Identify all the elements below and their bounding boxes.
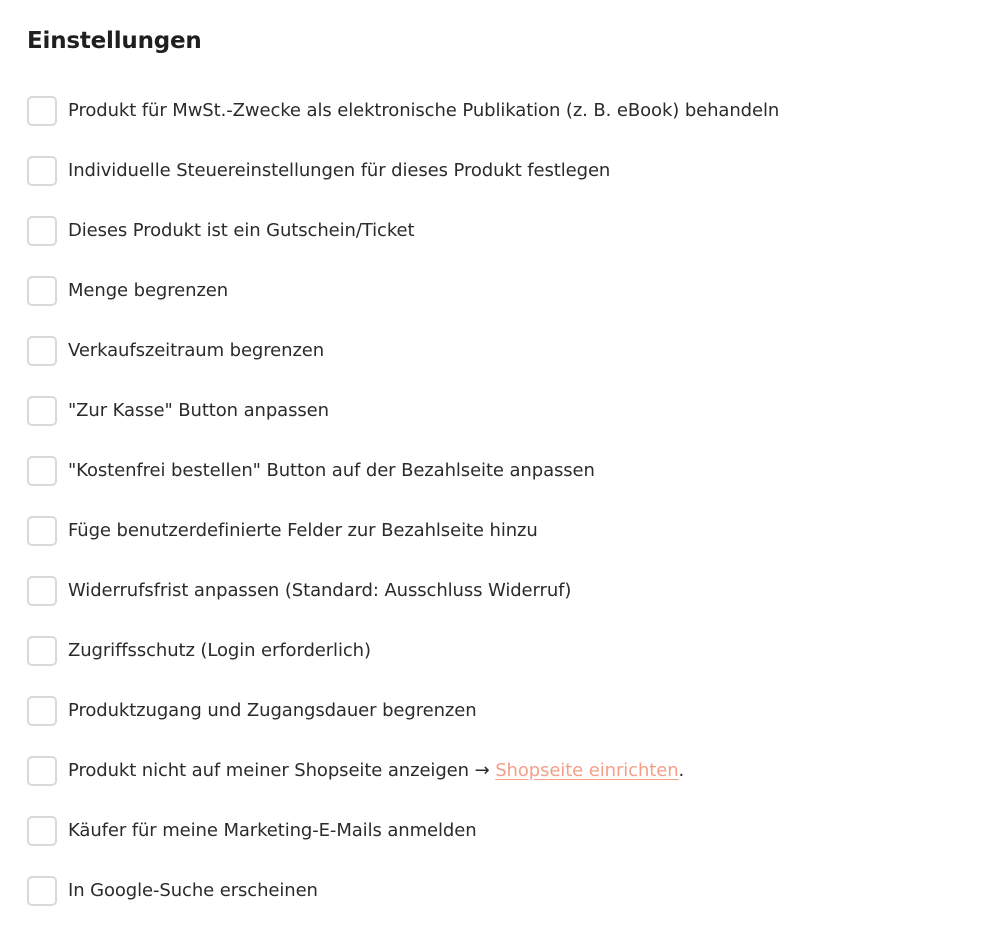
- option-hide-from-shop[interactable]: [27, 756, 779, 816]
- option-label: Produkt für MwSt.-Zwecke als elektronische Publikation (z. B. eBook) behandeln: [68, 100, 780, 121]
- option-label: Füge benutzerdefinierte Felder zur Bezahlseite hinzu: [68, 520, 538, 541]
- option-label: Individuelle Steuereinstellungen für dieses Produkt festlegen: [68, 160, 611, 181]
- checkbox[interactable]: [27, 756, 57, 786]
- option-label: Produkt nicht auf meiner Shopseite anzeigen →: [68, 760, 496, 781]
- checkbox[interactable]: [27, 696, 57, 726]
- checkbox[interactable]: [27, 216, 57, 246]
- option-label-container: [68, 756, 684, 786]
- checkbox[interactable]: [27, 816, 57, 846]
- option-google-search[interactable]: [27, 876, 779, 936]
- option-label: Dieses Produkt ist ein Gutschein/Ticket: [68, 220, 415, 241]
- option-individual-tax[interactable]: [27, 156, 779, 216]
- option-label: Widerrufsfrist anpassen (Standard: Ausschluss Widerruf): [68, 580, 572, 601]
- option-label: "Kostenfrei bestellen" Button auf der Bezahlseite anpassen: [68, 460, 595, 481]
- checkbox[interactable]: [27, 336, 57, 366]
- checkbox[interactable]: [27, 156, 57, 186]
- option-label: Verkaufszeitraum begrenzen: [68, 340, 325, 361]
- checkbox[interactable]: [27, 456, 57, 486]
- settings-option-list: [27, 96, 779, 936]
- option-limit-quantity[interactable]: [27, 276, 779, 336]
- option-free-order-button[interactable]: [27, 456, 779, 516]
- checkbox[interactable]: [27, 576, 57, 606]
- option-label: Produktzugang und Zugangsdauer begrenzen: [68, 700, 477, 721]
- option-marketing-emails[interactable]: [27, 816, 779, 876]
- option-custom-fields[interactable]: [27, 516, 779, 576]
- option-label: In Google-Suche erscheinen: [68, 880, 318, 901]
- checkbox[interactable]: [27, 516, 57, 546]
- option-label: Menge begrenzen: [68, 280, 229, 301]
- option-withdrawal-period[interactable]: [27, 576, 779, 636]
- option-label: Zugriffsschutz (Login erforderlich): [68, 640, 371, 661]
- checkbox[interactable]: [27, 636, 57, 666]
- checkbox[interactable]: [27, 876, 57, 906]
- option-label-suffix: .: [678, 760, 685, 781]
- setup-shop-link[interactable]: Shopseite einrichten: [495, 760, 679, 781]
- option-label: "Zur Kasse" Button anpassen: [68, 400, 329, 421]
- option-label: Käufer für meine Marketing-E-Mails anmelden: [68, 820, 477, 841]
- checkbox[interactable]: [27, 96, 57, 126]
- checkbox[interactable]: [27, 276, 57, 306]
- page-title: Einstellungen: [27, 28, 202, 54]
- option-access-protection[interactable]: [27, 636, 779, 696]
- option-limit-sales-period[interactable]: [27, 336, 779, 396]
- option-ebook-vat[interactable]: [27, 96, 779, 156]
- option-checkout-button[interactable]: [27, 396, 779, 456]
- option-voucher-ticket[interactable]: [27, 216, 779, 276]
- option-limit-access-duration[interactable]: [27, 696, 779, 756]
- checkbox[interactable]: [27, 396, 57, 426]
